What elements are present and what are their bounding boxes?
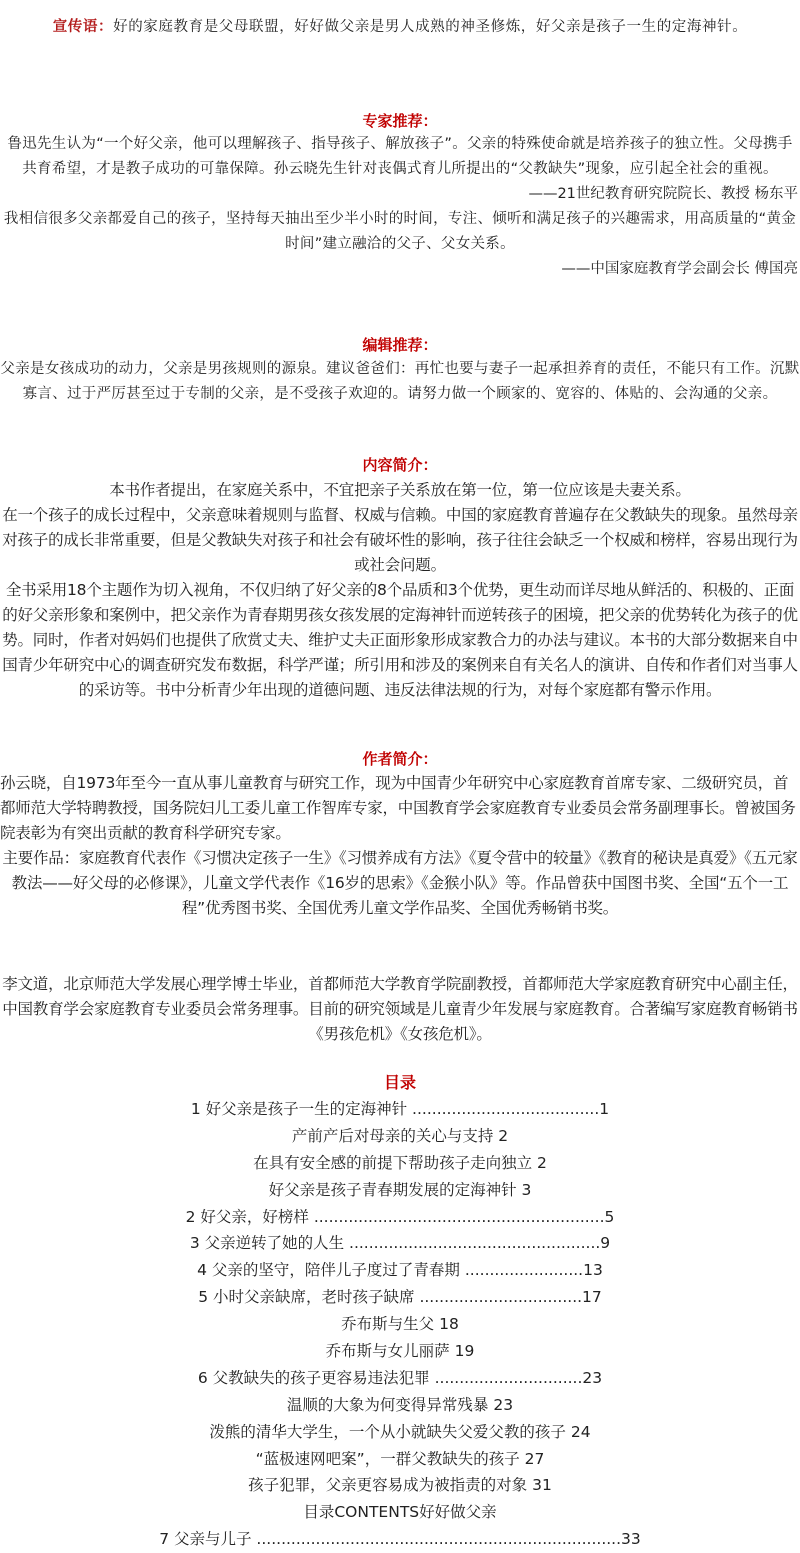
summary-paragraph-3: 全书采用18个主题作为切入视角，不仅归纳了好父亲的8个品质和3个优势，更生动而详尽地从鲜活的、积极的、正面的好父亲形象和案例中，把父亲作为青春期男孩女孩发展的定海神针而逆转孩子的困境，把父亲的优势转化为孩子的优势。同时，作者对妈妈们也提供了欣赏丈夫、维护丈夫正面形象形成家教合力的办法与建议。本书的大部分数据来自中国青少年研究中心的调查研究发布数据，科学严谨；所引用和涉及的案例来自有关名人的演讲、自传和作者们对当事人的采访等。书中分析青少年出现的道德问题、违反法律法规的行为，对每个家庭都有警示作用。 [2, 581, 798, 699]
summary-heading: 内容简介： [362, 456, 438, 474]
editor-text: 父亲是女孩成功的动力，父亲是男孩规则的源泉。建议爸爸们：再忙也要与妻子一起承担养育的责任，不能只有工作。沉默寡言、过于严厉甚至过于专制的父亲，是不受孩子欢迎的。请努力做一个顾家的、宽容的、体贴的、会沟通的父亲。 [0, 361, 800, 402]
expert-signature-1: ——21世纪教育研究院院长、教授 杨东平 [528, 186, 798, 202]
promo-section [0, 14, 800, 40]
toc-item: 7 父亲与儿子 ..........................................................................33 [159, 1530, 641, 1549]
toc-item: 2 好父亲，好榜样 ...........................................................5 [185, 1207, 615, 1226]
toc-item: “蓝极速网吧案”，一群父教缺失的孩子 27 [255, 1449, 545, 1468]
toc-item: 3 父亲逆转了她的人生 ...................................................9 [189, 1234, 611, 1253]
toc-item: 1 好父亲是孩子一生的定海神针 ......................................1 [190, 1100, 610, 1118]
expert-quote-1: 鲁迅先生认为“一个好父亲，他可以理解孩子、指导孩子、解放孩子”。父亲的特殊使命就是培养孩子的独立性。父母携手共育希望，才是教子成功的可靠保障。孙云晓先生针对丧偶式育儿所提出的“父教缺失”现象，应引起全社会的重视。 [7, 136, 793, 177]
toc-item: 孩子犯罪，父亲更容易成为被指责的对象 31 [248, 1476, 552, 1495]
expert-heading: 专家推荐： [362, 112, 438, 130]
promo-label: 宣传语： [52, 19, 114, 35]
toc-item: 6 父教缺失的孩子更容易违法犯罪 ..............................23 [197, 1368, 603, 1387]
expert-section [0, 132, 800, 282]
author-paragraph-1: 孙云晓，自1973年至今一直从事儿童教育与研究工作，现为中国青少年研究中心家庭教育首席专家、二级研究员，首都师范大学特聘教授，国务院妇儿工委儿童工作智库专家，中国教育学会家庭教育专业委员会常务副理事长。曾被国务院表彰为有突出贡献的教育科学研究专家。 [0, 774, 796, 842]
author-section-2 [0, 972, 800, 1047]
toc-item: 乔布斯与生父 18 [341, 1315, 459, 1334]
toc-item: 泼熊的清华大学生，一个从小就缺失父爱父教的孩子 24 [209, 1422, 591, 1441]
editor-heading: 编辑推荐： [362, 336, 438, 354]
author-paragraph-3: 李文道，北京师范大学发展心理学博士毕业，首都师范大学教育学院副教授，首都师范大学家庭教育研究中心副主任，中国教育学会家庭教育专业委员会常务理事。目前的研究领域是儿童青少年发展与家庭教育。合著编写家庭教育畅销书《男孩危机》《女孩危机》。 [2, 975, 798, 1043]
author-paragraph-2: 主要作品：家庭教育代表作《习惯决定孩子一生》《习惯养成有方法》《夏令营中的较量》《教育的秘诀是真爱》《五元家教法——好父母的必修课》，儿童文学代表作《16岁的思索》《金猴小队》等。作品曾获中国图书奖、全国“五个一工程”优秀图书奖、全国优秀儿童文学作品奖、全国优秀畅销书奖。 [2, 849, 798, 917]
editor-section [0, 357, 800, 407]
toc-item: 温顺的大象为何变得异常残暴 23 [286, 1395, 514, 1414]
toc-item: 目录CONTENTS好好做父亲 [303, 1503, 497, 1522]
summary-paragraph-1: 本书作者提出，在家庭关系中，不宜把亲子关系放在第一位，第一位应该是夫妻关系。 [109, 481, 691, 499]
toc-item: 4 父亲的坚守，陪伴儿子度过了青春期 ........................13 [197, 1261, 603, 1280]
author-section [0, 771, 800, 921]
summary-paragraph-2: 在一个孩子的成长过程中，父亲意味着规则与监督、权威与信赖。中国的家庭教育普遍存在父教缺失的现象。虽然母亲对孩子的成长非常重要，但是父教缺失对孩子和社会有破坏性的影响，孩子往往会缺乏一个权威和榜样，容易出现行为或社会问题。 [2, 506, 798, 574]
toc-list [0, 1096, 800, 1553]
toc-item: 在具有安全感的前提下帮助孩子走向独立 2 [253, 1153, 547, 1172]
toc-item: 产前产后对母亲的关心与支持 2 [291, 1126, 509, 1145]
toc-item: 好父亲是孩子青春期发展的定海神针 3 [268, 1180, 532, 1199]
author-heading: 作者简介： [362, 750, 438, 768]
expert-quote-2: 我相信很多父亲都爱自己的孩子，坚持每天抽出至少半小时的时间，专注、倾听和满足孩子的兴趣需求，用高质量的“黄金时间”建立融洽的父子、父女关系。 [3, 211, 797, 252]
summary-section [0, 478, 800, 703]
toc-item: 乔布斯与女儿丽萨 19 [325, 1342, 475, 1361]
toc-item: 5 小时父亲缺席，老时孩子缺席 .................................17 [198, 1288, 602, 1307]
promo-text: 好的家庭教育是父母联盟，好好做父亲是男人成熟的神圣修炼，好父亲是孩子一生的定海神针。 [113, 19, 748, 35]
toc-heading: 目录 [383, 1073, 416, 1092]
expert-signature-2: ——中国家庭教育学会副会长 傅国亮 [561, 261, 798, 277]
